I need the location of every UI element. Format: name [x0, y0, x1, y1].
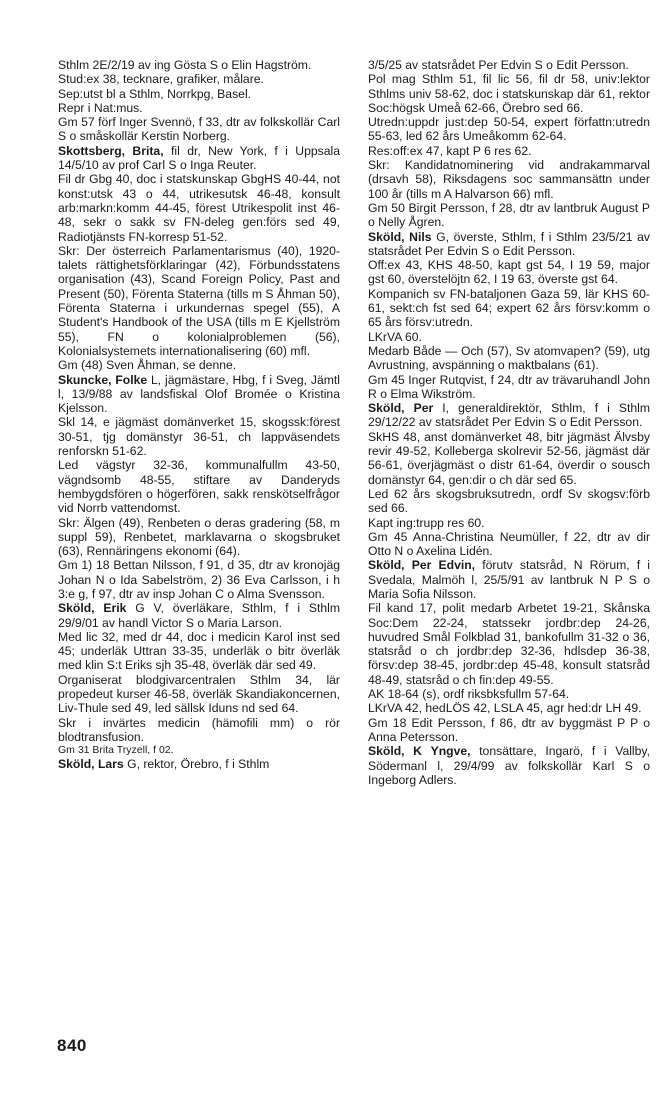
entry-text: Gm (48) Sven Åhman, se denne.	[58, 358, 237, 373]
entry-paragraph	[368, 558, 650, 601]
entry-text: Skr: Älgen (49), Renbeten o deras gradering (58, m suppl 59), Renbetet, marklavarna o skogsbruket (63), Rennäringens ekonomi (64).	[58, 515, 340, 559]
entry-paragraph	[58, 72, 340, 86]
entry-paragraph	[58, 373, 340, 416]
entry-text: Organiserat blodgivarcentralen Sthlm 34, lär propedeut kurser 46-58, överläk Skandiakoncernen, Liv-Thule sed 49, led sällsk Iduns nd sed 64.	[58, 672, 340, 716]
entry-paragraph	[368, 716, 650, 745]
entry-paragraph	[368, 72, 650, 115]
entry-text: Skr i invärtes medicin (hämofili mm) o rör blodtransfusion.	[58, 715, 340, 744]
entry-text: LKrVA 60.	[368, 329, 422, 344]
entry-paragraph	[368, 58, 650, 72]
entry-text: Med lic 32, med dr 44, doc i medicin Karol inst sed 45; underläk Uttran 33-35, underläk o bitr överläk med klin S:t Eriks sjh 35-48, överläk där sed 49.	[58, 629, 340, 673]
entry-text: Fil kand 17, polit medarb Arbetet 19-21, Skånska Soc:Dem 22-24, statssekr jordbr:dep 24-26, huvudred Smål Folkblad 31, bankofullm 31-32 o 36, statsråd o ch jordbr:dep 32-36, hdlsdep 36-38, försv:dep 38-45, jordbr:dep 45-48, konsult statsråd 48-49, statsråd o ch fin:dep 49-55.	[368, 601, 650, 687]
entry-text: I, generaldirektör, Sthlm, f i Sthlm 29/12/22 av statsrådet Per Edvin S o Edit Persson.	[368, 401, 650, 430]
entry-text: 3/5/25 av statsrådet Per Edvin S o Edit Persson.	[368, 58, 629, 72]
entry-text: Gm 18 Edit Persson, f 86, dtr av byggmäst P P o Anna Petersson.	[368, 715, 650, 744]
entry-text: Utredn:uppdr just:dep 50-54, expert författn:utredn 55-63, led 62 års Umeåkomm 62-64.	[368, 115, 650, 144]
entry-name: Sköld, Per Edvin,	[368, 558, 476, 573]
entry-paragraph	[58, 716, 340, 745]
entry-paragraph	[368, 115, 650, 144]
entry-paragraph	[58, 244, 340, 358]
entry-text: fil dr, New York, f i Uppsala 14/5/10 av prof Carl S o Inga Reuter.	[58, 143, 340, 173]
biography-entry	[368, 230, 650, 402]
biography-entry	[58, 144, 340, 373]
biography-entry	[368, 558, 650, 744]
entry-paragraph	[368, 516, 650, 530]
entry-text: Res:off:ex 47, kapt P 6 res 62.	[368, 143, 532, 158]
entry-paragraph	[368, 158, 650, 201]
entry-text: L, jägmästare, Hbg, f i Sveg, Jämtl l, 13/9/88 av landsfiskal Olof Bromée o Kristina Kjelsson.	[58, 372, 341, 416]
entry-text: Stud:ex 38, tecknare, grafiker, målare.	[58, 72, 264, 87]
entry-text: G, rektor, Örebro, f i Sthlm	[127, 757, 270, 772]
biography-entry	[58, 757, 340, 771]
entry-text: LKrVA 42, hedLÖS 42, LSLA 45, agr hed:dr LH 49.	[368, 701, 642, 716]
entry-paragraph	[58, 358, 340, 372]
entry-name: Sköld, Erik	[58, 601, 127, 616]
entry-text: AK 18-64 (s), ordf riksbksfullm 57-64.	[368, 687, 570, 702]
entry-paragraph	[368, 744, 650, 787]
page-number: 840	[57, 1036, 87, 1055]
entry-name: Sköld, Nils	[368, 229, 432, 244]
left-column	[58, 58, 340, 772]
entry-text: Skl 14, e jägmäst domänverket 15, skogssk:förest 30-51, tjg domänstyr 36-51, ch lappväsendets renforskn 51-62.	[58, 415, 340, 459]
entry-text: Led vägstyr 32-36, kommunalfullm 43-50, vägndsomb 48-55, stiftare av Danderyds hembygdsfören o högerfören, sakk renskötselfrågor vid Norrb vattendomst.	[58, 458, 340, 516]
entry-paragraph	[58, 757, 340, 771]
entry-given-name: Yngve,	[430, 744, 471, 759]
entry-text: Gm 45 Inger Rutqvist, f 24, dtr av trävaruhandl John R o Elma Wikström.	[368, 372, 650, 401]
entry-paragraph	[58, 115, 340, 144]
entry-name: Sköld, Per	[368, 401, 434, 416]
biography-entry	[368, 401, 650, 558]
biography-entry	[58, 601, 340, 757]
entry-name: Sköld, Lars	[58, 757, 124, 772]
entry-text: Fil dr Gbg 40, doc i statskunskap GbgHS 40-44, not konst:utsk 43 o 44, utrikesutsk 46-48, konsult arb:markn:komm 44-45, förest Utrikespolit inst 46-48, sekr o sakk sv FN-deleg gen:förs sed 49, Radiotjänsts FN-korresp 51-52.	[58, 172, 340, 244]
entry-paragraph	[368, 487, 650, 516]
biography-entry	[368, 744, 650, 787]
entry-text: Gm 45 Anna-Christina Neumüller, f 22, dtr av dir Otto N o Axelina Lidén.	[368, 529, 650, 559]
entry-text: tonsättare, Ingarö, f i Vallby, Södermanl l, 29/4/99 av folkskollär Karl S o Ingeborg Adlers.	[368, 744, 650, 787]
entry-paragraph	[58, 744, 340, 757]
entry-text: Skr: Kandidatnominering vid andrakammarval (drsavh 58), Riksdagens soc sammansättn under 100 år (tills m A Halvarson 66) mfl.	[368, 158, 650, 201]
entry-paragraph	[368, 230, 650, 259]
entry-paragraph	[58, 601, 340, 630]
entry-paragraph	[368, 701, 650, 715]
entry-paragraph	[58, 144, 340, 173]
entry-paragraph	[58, 630, 340, 673]
biography-entry	[58, 58, 340, 144]
entry-paragraph	[58, 415, 340, 458]
entry-paragraph	[368, 530, 650, 559]
entry-paragraph	[368, 344, 650, 373]
entry-text: Off:ex 43, KHS 48-50, kapt gst 54, I 19 59, major gst 60, överstelöjtn 62, I 19 63, överste gst 64.	[368, 258, 650, 287]
entry-paragraph	[368, 201, 650, 230]
entry-text: Kompanich sv FN-bataljonen Gaza 59, lär KHS 60-61, sekt:ch fst sed 64; expert 62 års försv:komm o 65 års försv:utredn.	[368, 286, 650, 330]
entry-name: Sköld, K	[368, 744, 422, 759]
entry-paragraph	[368, 330, 650, 344]
biography-entry	[58, 373, 340, 602]
entry-paragraph	[58, 516, 340, 559]
entry-name: Skottsberg, Brita,	[58, 143, 164, 158]
entry-paragraph	[368, 287, 650, 330]
entry-text: G, överste, Sthlm, f i Sthlm 23/5/21 av statsrådet Per Edvin S o Edit Persson.	[368, 229, 651, 258]
entry-text: Kapt ing:trupp res 60.	[368, 515, 485, 530]
entry-text: Gm 31 Brita Tryzell, f 02.	[58, 744, 174, 757]
entry-name: Skuncke, Folke	[58, 372, 148, 387]
biography-entry	[368, 58, 650, 230]
entry-text: Sthlm 2E/2/19 av ing Gösta S o Elin Hagström.	[58, 58, 312, 72]
entry-paragraph	[58, 558, 340, 601]
entry-paragraph	[368, 687, 650, 701]
entry-text: SkHS 48, anst domänverket 48, bitr jägmäst Älvsby revir 49-52, Kolleberga skolrevir 52-56, jägmäst där 56-61, överjägmäst o distr 61-64, överdir o sousch domänstyr 64, gen:dir o ch där sed 65.	[368, 429, 650, 487]
entry-paragraph	[368, 430, 650, 487]
entry-text: Sep:utst bl a Sthlm, Norrkpg, Basel.	[58, 86, 252, 101]
entry-text: G V, överläkare, Sthlm, f i Sthlm 29/9/01 av handl Victor S o Maria Larson.	[58, 601, 340, 630]
entry-paragraph	[58, 673, 340, 716]
entry-text: förutv statsråd, N Rörum, f i Svedala, Malmöh l, 25/5/91 av lantbruk N P S o Maria Sofia Nilsson.	[368, 558, 651, 601]
entry-text: Repr i Nat:mus.	[58, 100, 143, 115]
entry-paragraph	[368, 601, 650, 687]
right-column	[368, 58, 650, 787]
entry-text: Gm 57 förf Inger Svennö, f 33, dtr av folkskollär Carl S o småskollär Kerstin Norberg.	[58, 115, 340, 144]
entry-text: Pol mag Sthlm 51, fil lic 56, fil dr 58, univ:lektor Sthlms univ 58-62, doc i statskunskap där 61, rektor Soc:högsk Umeå 62-66, Örebro sed 66.	[368, 72, 650, 115]
entry-paragraph	[368, 258, 650, 287]
entry-paragraph	[368, 401, 650, 430]
entry-paragraph	[58, 87, 340, 101]
entry-text: Medarb Både — Och (57), Sv atomvapen? (59), utg Avrustning, avspänning o maktbalans (61).	[368, 343, 650, 373]
entry-text: Skr: Der österreich Parlamentarismus (40), 1920-talets rättighetsförklaringar (42), Förbundsstatens organisation (43), Scand Foreign Policy, Past and Present (50), Förenta Staterna (tills m S Åhman 50), Förenta Staterna i urkundernas spegel (55), A Student's Handbook of the USA (tills m E Kjellström 55), FN o kolonialproblemen (56), Kolonialsystemets internationalisering (60) mfl.	[58, 243, 340, 358]
entry-paragraph	[58, 458, 340, 515]
entry-paragraph	[368, 144, 650, 158]
entry-paragraph	[368, 373, 650, 402]
entry-paragraph	[58, 58, 340, 72]
entry-paragraph	[58, 172, 340, 243]
entry-text: Led 62 års skogsbruksutredn, ordf Sv skogsv:förb sed 66.	[368, 486, 650, 516]
entry-text: Gm 50 Birgit Persson, f 28, dtr av lantbruk August P o Nelly Ågren.	[368, 200, 650, 230]
entry-text: Gm 1) 18 Bettan Nilsson, f 91, d 35, dtr av kronojäg Johan N o Ida Sabelström, 2) 36 Eva Carlsson, i h 3:e g, f 97, dtr av insp Johan C o Alma Svensson.	[58, 558, 340, 601]
entry-paragraph	[58, 101, 340, 115]
